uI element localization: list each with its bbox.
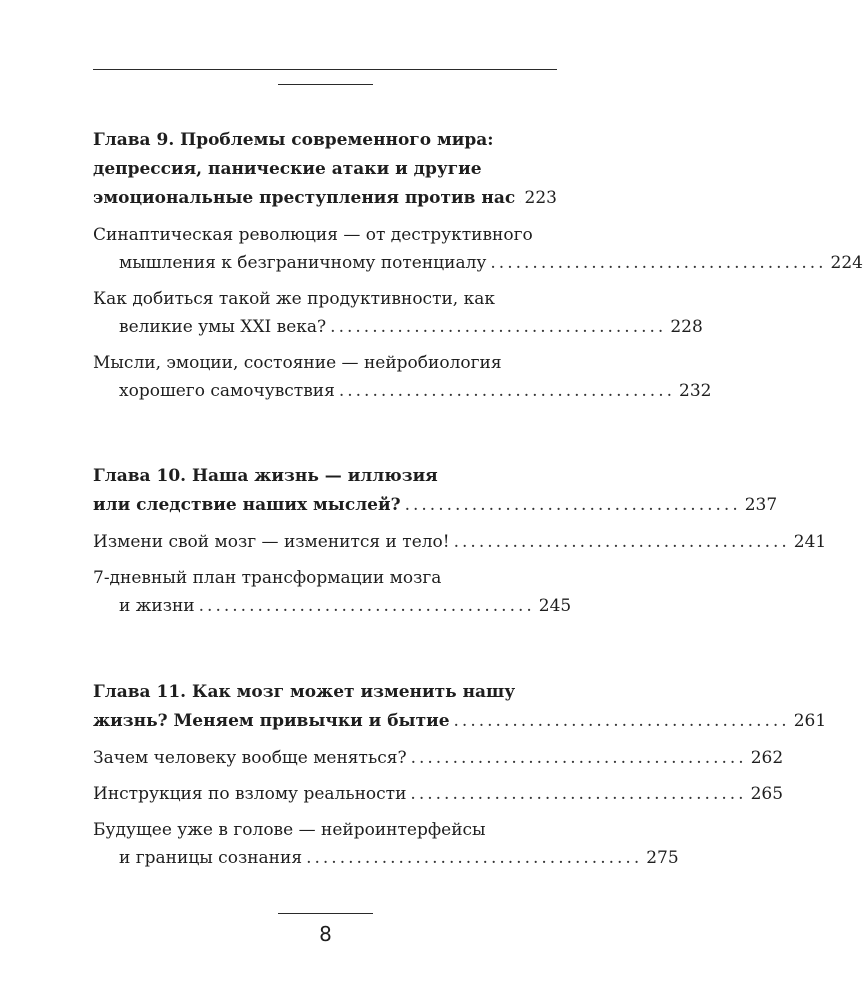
entry-leader-line [93, 313, 703, 341]
entry-line: Синаптическая революция — от деструктивного [93, 225, 533, 245]
chapter-title-line: Глава 11. Как мозг может изменить нашу [93, 682, 516, 702]
chapter-title-line: депрессия, панические атаки и другие [93, 159, 482, 179]
chapter-title-leader-line [93, 707, 827, 736]
top-rule [93, 69, 557, 70]
chapter-title-line: Глава 10. Наша жизнь — иллюзия [93, 466, 438, 486]
page-ref: 224 [830, 253, 863, 273]
entry-line: хорошего самочувствия [119, 381, 335, 401]
entry-leader-line [93, 592, 572, 620]
chapter-11 [93, 678, 827, 872]
chapter-title-leader-line [93, 184, 557, 213]
page-ref: 245 [538, 596, 572, 616]
chapter-title-line: Глава 9. Проблемы современного мира: [93, 130, 494, 150]
page-ref: 228 [670, 317, 703, 337]
dot-leader [519, 184, 520, 213]
page-ref: 275 [646, 848, 679, 868]
entry-line: и границы сознания [119, 848, 303, 868]
toc-entry[interactable] [93, 780, 784, 808]
chapter-title-line: жизнь? Меняем привычки и бытие [93, 711, 450, 731]
page-ref: 241 [793, 532, 827, 552]
entry-line: и жизни [119, 596, 195, 616]
dot-leader: ........................................ [330, 317, 667, 337]
chapter-title-leader-line [93, 491, 778, 520]
entry-line: Инструкция по взлому реальности [93, 784, 407, 804]
entry-line: Измени свой мозг — изменится и тело! [93, 532, 450, 552]
entry-line: Будущее уже в голове — нейроинтерфейсы [93, 820, 486, 840]
entry-leader-line [93, 780, 784, 808]
footer-short-rule [278, 913, 373, 914]
entry-line: Зачем человеку вообще меняться? [93, 748, 407, 768]
dot-leader: ........................................ [453, 532, 790, 552]
toc-entry[interactable] [93, 528, 827, 556]
page-ref: 232 [679, 381, 712, 401]
chapter-title[interactable] [93, 126, 557, 213]
entry-line: 7-дневный план трансформации мозга [93, 568, 442, 588]
toc-entry[interactable] [93, 221, 863, 277]
dot-leader: ........................................ [490, 253, 827, 273]
toc-entry[interactable] [93, 285, 703, 341]
entry-leader-line [93, 528, 827, 556]
page-ref: 265 [750, 784, 784, 804]
header-short-rule [278, 84, 373, 85]
dot-leader: ........................................ [338, 381, 675, 401]
page-number: 8 [319, 922, 332, 946]
entry-line: Мысли, эмоции, состояние — нейробиология [93, 353, 502, 373]
dot-leader: ........................................ [410, 748, 747, 768]
chapter-title[interactable] [93, 678, 827, 736]
chapter-9 [93, 126, 863, 405]
toc-entry[interactable] [93, 816, 679, 872]
entry-line: Как добиться такой же продуктивности, как [93, 289, 495, 309]
entry-leader-line [93, 744, 784, 772]
toc-entry[interactable] [93, 744, 784, 772]
entry-leader-line [93, 249, 863, 277]
entry-leader-line [93, 844, 679, 872]
entry-line: великие умы XXI века? [119, 317, 327, 337]
page-ref: 262 [750, 748, 784, 768]
dot-leader: ........................................ [306, 848, 643, 868]
toc-entry[interactable] [93, 564, 572, 620]
toc-entry[interactable] [93, 349, 712, 405]
entry-line: мышления к безграничному потенциалу [119, 253, 487, 273]
dot-leader: ........................................ [404, 495, 741, 515]
chapter-title-line: эмоциональные преступления против нас [93, 188, 516, 208]
page-ref: 223 [524, 188, 557, 208]
chapter-title[interactable] [93, 462, 778, 520]
dot-leader: ........................................ [198, 596, 535, 616]
dot-leader: ........................................ [453, 711, 790, 731]
entry-leader-line [93, 377, 712, 405]
chapter-10 [93, 462, 827, 620]
chapter-title-line: или следствие наших мыслей? [93, 495, 401, 515]
page-ref: 261 [793, 711, 827, 731]
page-ref: 237 [744, 495, 778, 515]
dot-leader: ........................................ [410, 784, 747, 804]
